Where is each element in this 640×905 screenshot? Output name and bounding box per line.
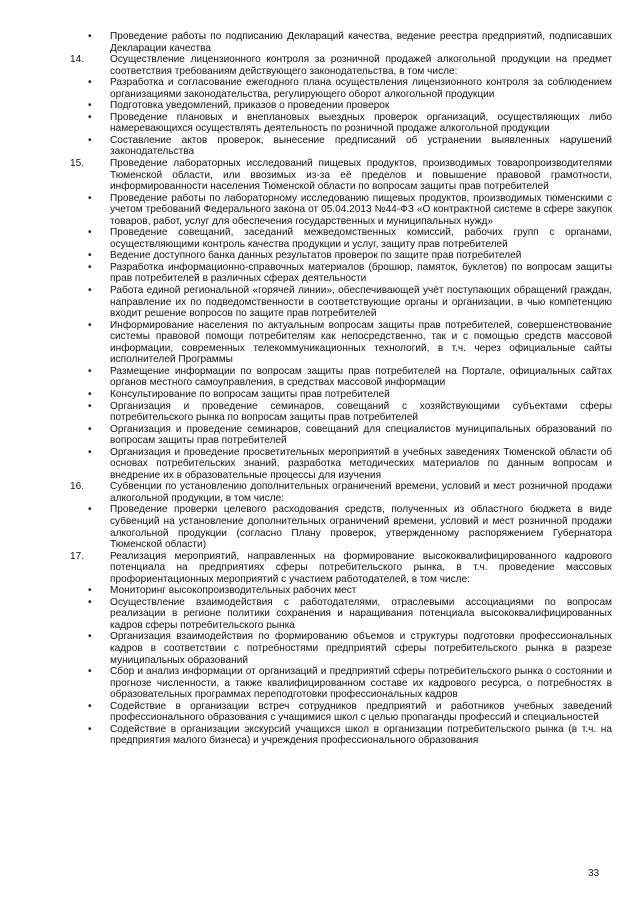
- item-text: Проведение совещаний, заседаний межведомственных комиссий, рабочих групп с органами, осуществляющими контроль качества продукции и услуг, защиту прав потребителей: [110, 227, 612, 250]
- bullet-item: [84, 701, 612, 724]
- bullet-marker: •: [88, 285, 92, 297]
- bullet-item: [84, 597, 612, 632]
- item-text: Подготовка уведомлений, приказов о проведении проверок: [110, 100, 390, 112]
- numbered-item: [70, 481, 612, 504]
- item-text: Проведение лабораторных исследований пищевых продуктов, производимых товаропроизводителями Тюменской области, или ввозимых из-за её пределов и повышение правовой грамотности, информированности населения Тюменской области по вопросам защиты прав потребителей: [110, 158, 612, 193]
- bullet-marker: •: [88, 192, 92, 204]
- item-text: Проведение работы по лабораторному исследованию пищевых продуктов, производимых тюменскими с учетом требований Федерального закона от 05.04.2013 №44-ФЗ «О контрактной системе в сфере закупок товаров, работ, услуг для обеспечения государственных и муниципальных нужд»: [110, 192, 612, 227]
- bullet-item: [84, 585, 612, 597]
- bullet-marker: •: [88, 446, 92, 458]
- item-text: Сбор и анализ информации от организаций и предприятий сферы потребительского рынка о состоянии и прогнозе численности, а также квалифицированном составе их кадрового ресурса, о потребностях в образовательных программах переподготовки профессиональных кадров: [110, 666, 612, 701]
- item-text: Содействие в организации экскурсий учащихся школ в организации потребительского рынка (в т.ч. на предприятия малого бизнеса) и учреждения профессионального образования: [110, 723, 612, 747]
- bullet-item: [84, 193, 612, 228]
- item-text: Организация и проведение просветительных мероприятий в учебных заведениях Тюменской области об основах потребительских знаний, разработка методических материалов по данным вопросам и внедрение их в образовательные процессы для изучения: [110, 446, 612, 481]
- item-number: 17.: [70, 550, 85, 562]
- numbered-item: [70, 550, 612, 586]
- bullet-marker: •: [88, 77, 92, 89]
- item-number: 14.: [70, 54, 85, 66]
- item-text: Проведение проверки целевого расходования средств, полученных из областного бюджета в виде субвенций на установление дополнительных ограничений времени, условий и мест розничной продажи алкогольной продукции (согласно Плану проверок, утвержденному распоряжением Губернатора Тюменской области): [110, 504, 612, 551]
- bullet-item: [84, 724, 612, 747]
- bullet-marker: •: [88, 388, 92, 400]
- item-text: Осуществление лицензионного контроля за розничной продажей алкогольной продукции на предмет соответствия требованиям действующего законодательства, в том числе:: [110, 54, 612, 77]
- bullet-marker: •: [88, 250, 92, 262]
- item-text: Мониторинг высокопроизводительных рабочих мест: [110, 585, 357, 597]
- measures-list: [70, 31, 612, 747]
- item-text: Субвенции по установлению дополнительных ограничений времени, условий и мест розничной продажи алкогольной продукции, в том числе:: [110, 481, 612, 504]
- page-number: 33: [588, 868, 600, 879]
- item-text: Работа единой региональной «горячей линии», обеспечивающей учёт поступающих обращений граждан, направление их по подведомственности в соответствующие органы и организации, в чью компетенцию входит решение вопросов по защите прав потребителей: [110, 285, 612, 320]
- bullet-marker: •: [88, 400, 92, 412]
- bullet-marker: •: [88, 666, 92, 678]
- item-text: Размещение информации по вопросам защиты прав потребителей на Портале, официальных сайтах органов местного самоуправления, в средствах массовой информации: [110, 365, 612, 389]
- bullet-item: [84, 262, 612, 285]
- bullet-item: [84, 424, 612, 447]
- item-text: Проведение работы по подписанию Деклараций качества, ведение реестра предприятий, подписавших Декларации качества: [110, 31, 612, 54]
- bullet-item: [84, 100, 612, 112]
- bullet-item: [84, 666, 612, 701]
- bullet-item: [84, 401, 612, 424]
- item-text: Организация и проведение семинаров, совещаний для специалистов муниципальных образований по вопросам защиты прав потребителей: [110, 423, 612, 447]
- item-text: Ведение доступного банка данных результатов проверок по защите прав потребителей: [110, 250, 522, 262]
- bullet-marker: •: [88, 365, 92, 377]
- item-number: 16.: [70, 481, 85, 493]
- bullet-marker: •: [88, 319, 92, 331]
- bullet-marker: •: [88, 596, 92, 608]
- bullet-item: [84, 77, 612, 100]
- bullet-marker: •: [88, 723, 92, 735]
- bullet-item: [84, 285, 612, 320]
- bullet-marker: •: [88, 631, 92, 643]
- bullet-item: [84, 504, 612, 550]
- item-number: 15.: [70, 158, 85, 170]
- bullet-item: [84, 320, 612, 366]
- bullet-item: [84, 250, 612, 262]
- bullet-marker: •: [88, 504, 92, 516]
- numbered-item: [70, 158, 612, 193]
- bullet-item: [84, 135, 612, 158]
- item-text: Осуществление взаимодействия с работодателями, отраслевыми ассоциациями по вопросам реализации в регионе политики сохранения и наращивания потенциала высококвалифицированных кадров сферы потребительского рынка: [110, 596, 612, 631]
- item-text: Организация и проведение семинаров, совещаний с хозяйствующими субъектами сферы потребительского рынка по вопросам защиты прав потребителей: [110, 400, 612, 424]
- bullet-marker: •: [88, 227, 92, 239]
- item-text: Консультирование по вопросам защиты прав потребителей: [110, 388, 390, 400]
- bullet-marker: •: [88, 423, 92, 435]
- bullet-marker: •: [88, 31, 92, 42]
- bullet-item: [84, 227, 612, 250]
- item-text: Реализация мероприятий, направленных на формирование высококвалифицированного кадрового потенциала на предприятиях сферы потребительского рынка, в т.ч. проведение массовых профориентационных мероприятий с участием работодателей, в том числе:: [110, 550, 612, 585]
- item-text: Организация взаимодействия по формированию объемов и структуры подготовки профессиональных кадров в соответствии с потребностями предприятий сферы потребительского рынка в разрезе муниципальных образований: [110, 631, 612, 666]
- bullet-item: [84, 447, 612, 482]
- item-text: Содействие в организации встреч сотрудников предприятий и работников учебных заведений профессионального образования с учащимися школ с целью пропаганды профессий и специальностей: [110, 700, 612, 724]
- item-text: Составление актов проверок, вынесение предписаний об устранении выявленных нарушений законодательства: [110, 134, 612, 158]
- bullet-item: [84, 389, 612, 401]
- item-text: Разработка информационно-справочных материалов (брошюр, памяток, буклетов) по вопросам защиты прав потребителей в различных сферах деятельности: [110, 261, 612, 285]
- item-text: Информирование населения по актуальным вопросам защиты прав потребителей, совершенствование системы правовой помощи потребителям как непосредственно, так и с помощью средств массовой информации, современных телекоммуникационных технологий, в т.ч. через официальные сайты исполнителей Программы: [110, 319, 612, 366]
- bullet-marker: •: [88, 111, 92, 123]
- bullet-item: [84, 366, 612, 389]
- bullet-marker: •: [88, 134, 92, 146]
- bullet-marker: •: [88, 585, 92, 597]
- bullet-marker: •: [88, 100, 92, 112]
- item-text: Проведение плановых и внеплановых выездных проверок организаций, осуществляющих либо намеревающихся осуществлять деятельность по розничной продаже алкогольной продукции: [110, 111, 612, 135]
- bullet-marker: •: [88, 261, 92, 273]
- bullet-item: [84, 631, 612, 666]
- bullet-item: [84, 31, 612, 54]
- item-text: Разработка и согласование ежегодного плана осуществления лицензионного контроля за соблюдением организациями законодательства, регулирующего оборот алкогольной продукции: [110, 77, 612, 100]
- bullet-marker: •: [88, 700, 92, 712]
- numbered-item: [70, 54, 612, 77]
- bullet-item: [84, 112, 612, 135]
